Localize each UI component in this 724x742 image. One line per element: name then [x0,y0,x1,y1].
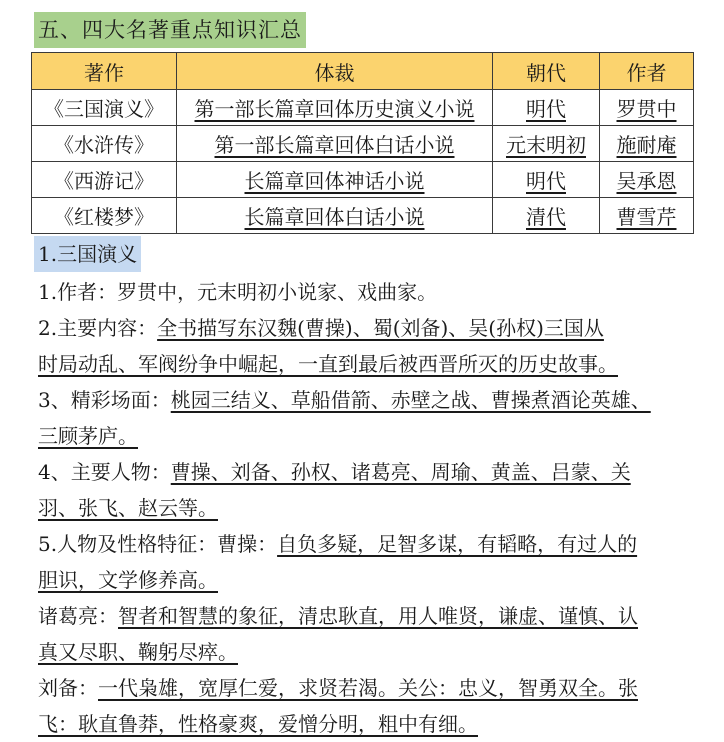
text-line [38,526,698,562]
text-line [38,706,698,742]
text-line [38,418,698,454]
table-header-row [32,53,694,90]
line-content: 全书描写东汉魏(曹操)、蜀(刘备)、吴(孙权)三国从 [157,316,604,340]
cell-genre [177,90,493,126]
header-work: 著作 [32,53,177,90]
line-content: 真又尽职、鞠躬尽瘁。 [38,640,238,664]
cell-work: 《西游记》 [32,162,177,198]
line-content: 自负多疑，足智多谋，有韬略，有过人的 [277,532,638,556]
genre-text: 长篇章回体白话小说 [244,205,425,229]
text-line [38,274,698,310]
line-content: 曹操、刘备、孙权、诸葛亮、周瑜、黄盖、吕蒙、关 [170,460,631,484]
line-content: 三顾茅庐。 [38,424,138,448]
text-line [38,490,698,526]
text-line [38,670,698,706]
line-lead: 2.主要内容： [38,316,158,340]
cell-genre [177,126,493,162]
author-text: 曹雪芹 [616,205,677,229]
table-row [32,162,694,198]
line-lead: 3、精彩场面： [38,388,171,412]
genre-text: 第一部长篇章回体历史演义小说 [194,97,475,121]
dynasty-text: 元末明初 [506,133,586,157]
line-lead: 1.作者：罗贯中，元末明初小说家、戏曲家。 [38,280,438,304]
dynasty-text: 明代 [526,169,566,193]
author-text: 施耐庵 [616,133,677,157]
text-line [38,310,698,346]
sub-title: 1.三国演义 [34,236,141,272]
four-classics-table [31,52,694,234]
line-content: 智者和智慧的象征，清忠耿直，用人唯贤，谦虚、谨慎、认 [118,604,638,628]
cell-author [600,90,694,126]
table-row [32,198,694,234]
section-title: 五、四大名著重点知识汇总 [34,12,306,48]
line-content: 桃园三结义、草船借箭、赤壁之战、曹操煮酒论英雄、 [170,388,651,412]
cell-work: 《水浒传》 [32,126,177,162]
line-content: 一代枭雄，宽厚仁爱，求贤若渴。关公：忠义，智勇双全。张 [98,676,638,700]
text-line [38,382,698,418]
text-line [38,562,698,598]
cell-dynasty [493,126,600,162]
cell-genre [177,162,493,198]
line-content: 羽、张飞、赵云等。 [38,496,218,520]
cell-dynasty [493,198,600,234]
line-content: 飞：耿直鲁莽，性格豪爽，爱憎分明，粗中有细。 [38,712,478,736]
line-content: 胆识，文学修养高。 [38,568,218,592]
cell-work: 《红楼梦》 [32,198,177,234]
genre-text: 第一部长篇章回体白话小说 [214,133,455,157]
notes-body [38,274,698,742]
author-text: 吴承恩 [616,169,677,193]
line-lead: 诸葛亮： [38,604,118,628]
cell-author [600,198,694,234]
text-line [38,598,698,634]
text-line [38,634,698,670]
cell-work: 《三国演义》 [32,90,177,126]
line-lead: 4、主要人物： [38,460,171,484]
cell-dynasty [493,162,600,198]
header-genre: 体裁 [177,53,493,90]
cell-genre [177,198,493,234]
cell-author [600,126,694,162]
line-lead: 刘备： [38,676,98,700]
header-author: 作者 [600,53,694,90]
header-dynasty: 朝代 [493,53,600,90]
table-row [32,126,694,162]
dynasty-text: 清代 [526,205,566,229]
dynasty-text: 明代 [526,97,566,121]
line-content: 时局动乱、军阀纷争中崛起，一直到最后被西晋所灭的历史故事。 [38,352,618,376]
cell-dynasty [493,90,600,126]
text-line [38,346,698,382]
cell-author [600,162,694,198]
table-row [32,90,694,126]
text-line [38,454,698,490]
line-lead: 5.人物及性格特征：曹操： [38,532,278,556]
author-text: 罗贯中 [616,97,677,121]
genre-text: 长篇章回体神话小说 [244,169,425,193]
